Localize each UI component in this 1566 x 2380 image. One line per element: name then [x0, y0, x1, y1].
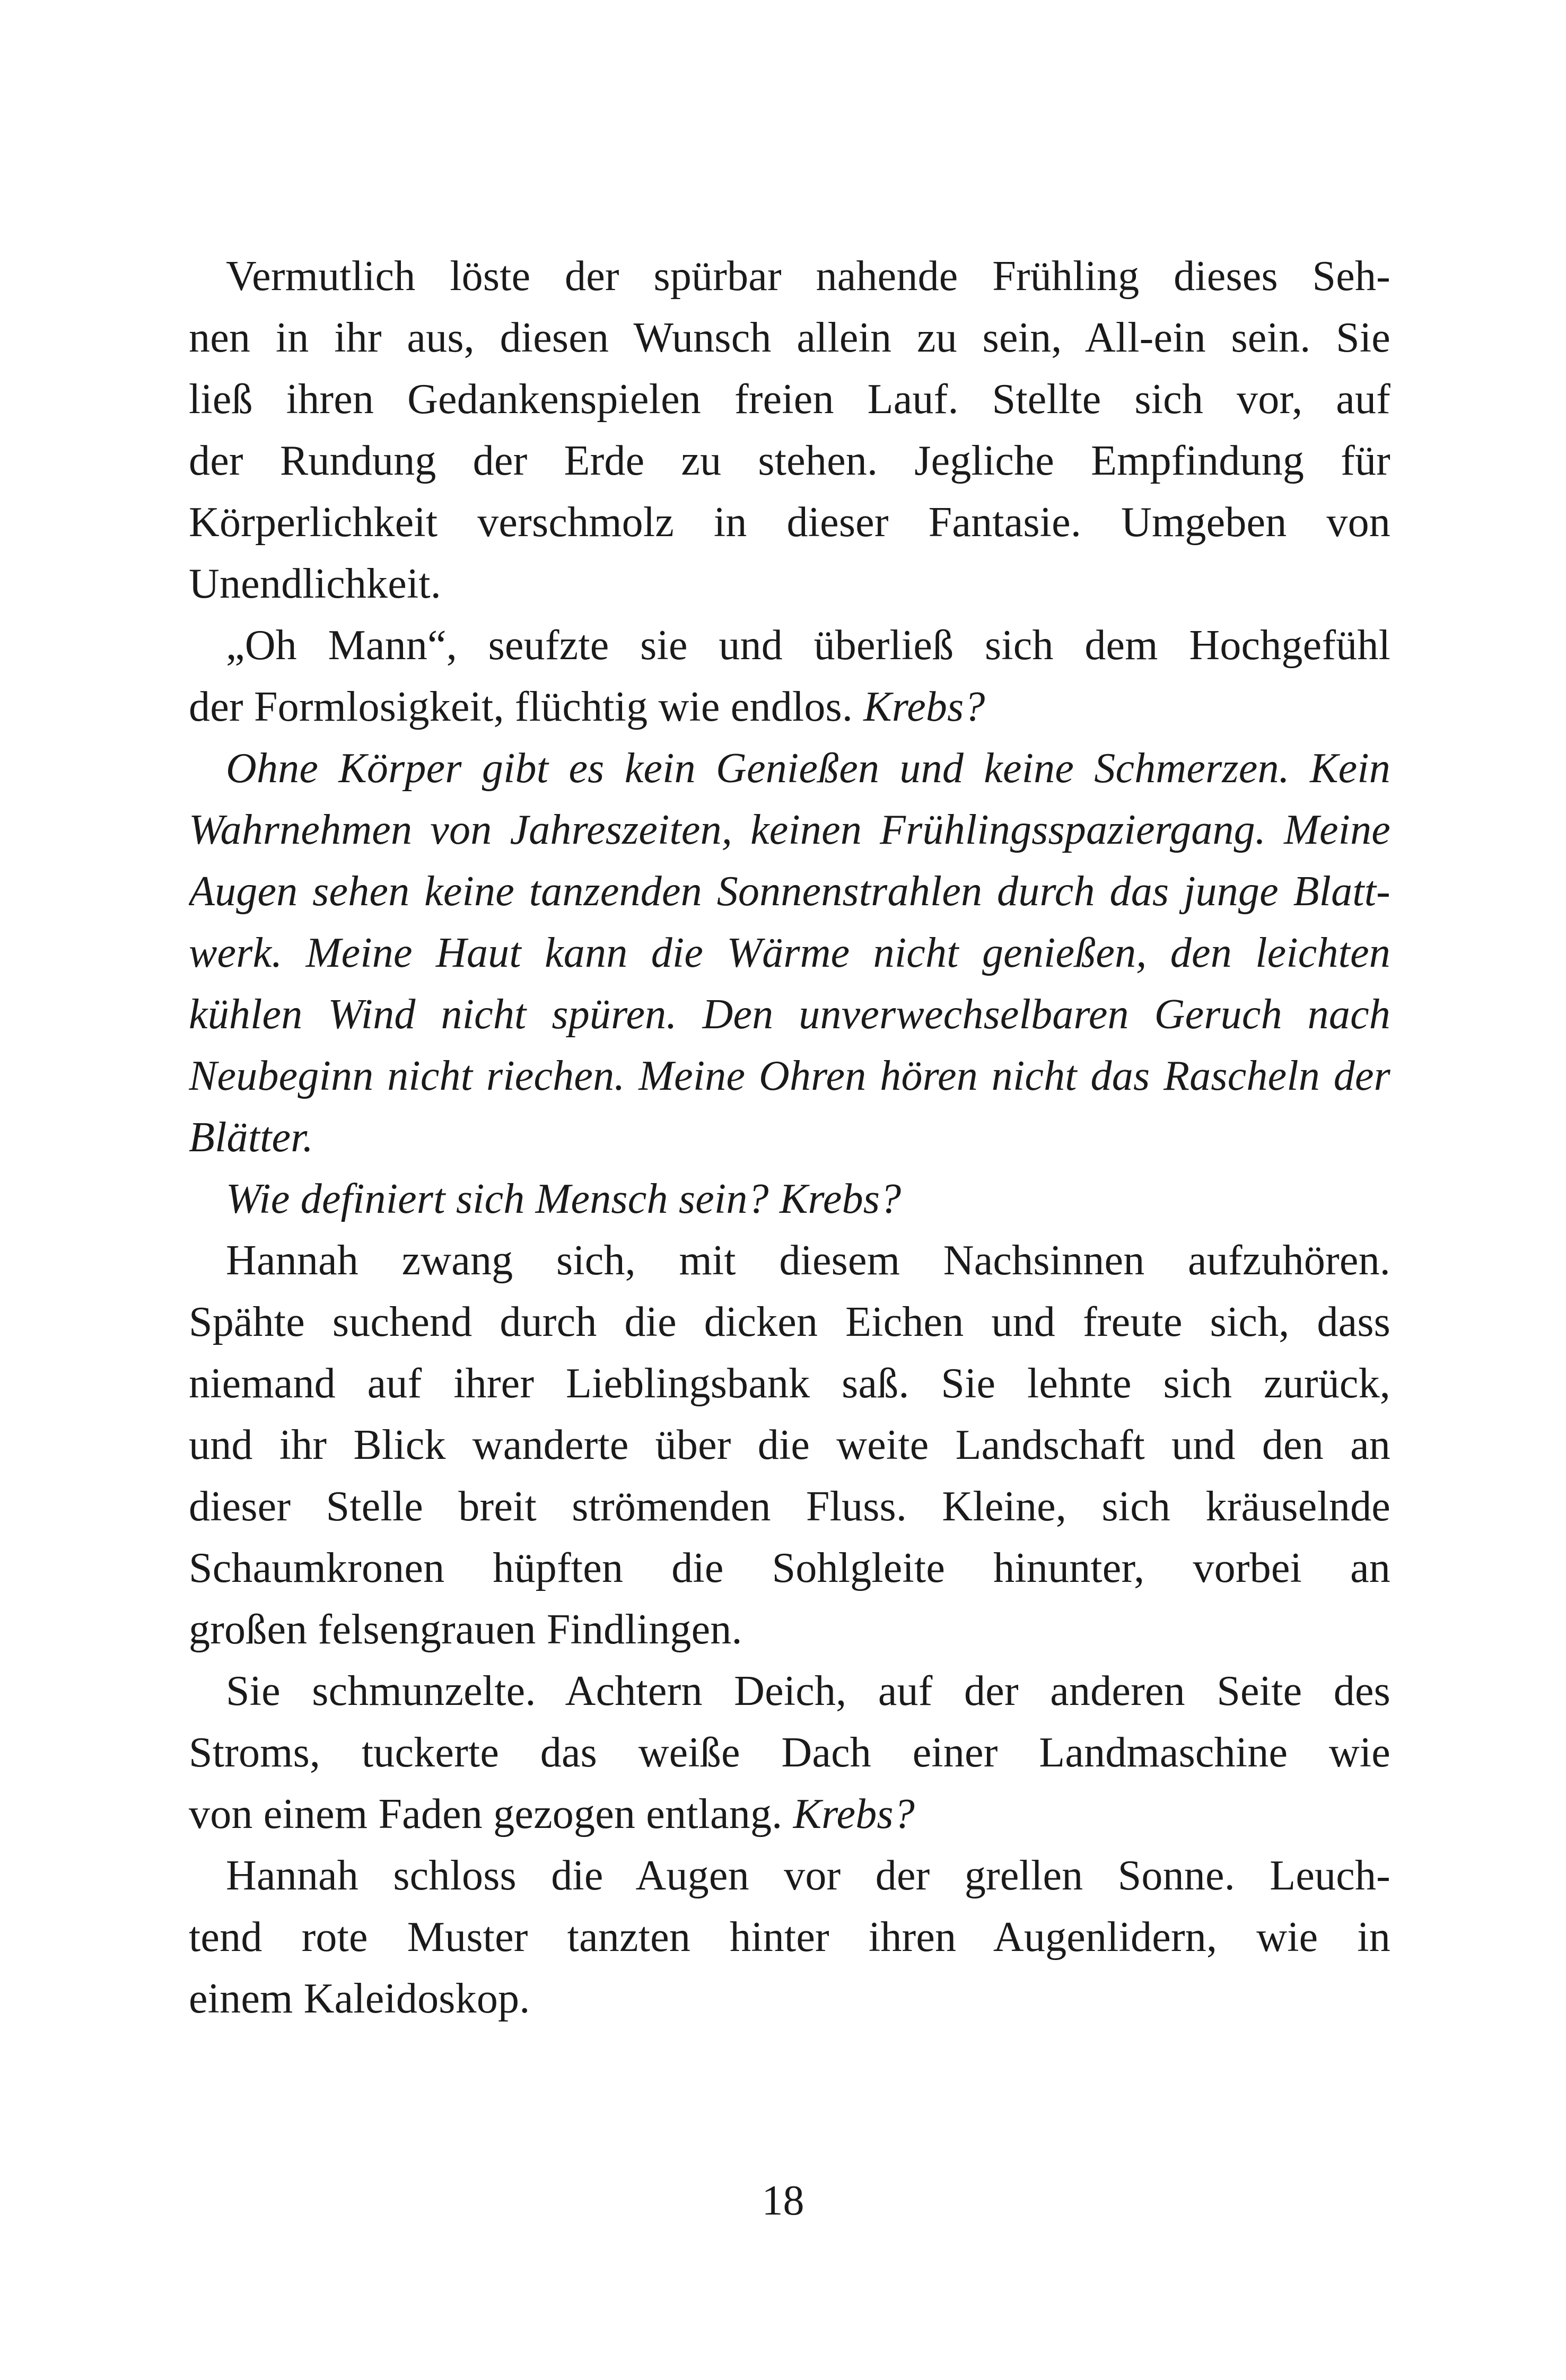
text-line: kühlen Wind nicht spüren. Den unverwechselbaren Geruch nach [189, 991, 1390, 1038]
paragraph [189, 615, 1390, 738]
text-line: der Rundung der Erde zu stehen. Jegliche Empfindung für [189, 438, 1390, 484]
text-line: Vermutlich löste der spürbar nahende Frühling dieses Seh- [226, 253, 1390, 300]
text-line: und ihr Blick wanderte über die weite Landschaft und den an [189, 1422, 1390, 1468]
body-text [189, 246, 1390, 2029]
text-line: Körperlichkeit verschmolz in dieser Fantasie. Umgeben von [189, 499, 1390, 546]
text-line: niemand auf ihrer Lieblingsbank saß. Sie lehnte sich zurück, [189, 1360, 1390, 1407]
text-line: ließ ihren Gedankenspielen freien Lauf. Stellte sich vor, auf [189, 376, 1390, 423]
text-line: Hannah zwang sich, mit diesem Nachsinnen aufzuhören. [226, 1237, 1390, 1284]
paragraph [189, 246, 1390, 615]
text-line: werk. Meine Haut kann die Wärme nicht genießen, den leichten [189, 930, 1390, 976]
text-line: dieser Stelle breit strömenden Fluss. Kleine, sich kräuselnde [189, 1483, 1390, 1530]
text-line: tend rote Muster tanzten hinter ihren Augenlidern, wie in [189, 1914, 1390, 1961]
text-line: Schaumkronen hüpften die Sohlgleite hinunter, vorbei an [189, 1545, 1390, 1591]
text-line: Spähte suchend durch die dicken Eichen und freute sich, dass [189, 1299, 1390, 1345]
text-line: Wie definiert sich Mensch sein? Krebs? [226, 1176, 902, 1222]
text-line: Sie schmunzelte. Achtern Deich, auf der anderen Seite des [226, 1668, 1390, 1714]
text-line: Blätter. [189, 1114, 313, 1161]
paragraph [189, 1845, 1390, 2029]
italic-paragraph [189, 1168, 1390, 1230]
text-run: der Formlosigkeit, flüchtig wie endlos. [189, 684, 853, 730]
paragraph [189, 1230, 1390, 1660]
text-line [189, 1783, 1390, 1845]
text-line: „Oh Mann“, seufzte sie und überließ sich dem Hochgefühl [226, 622, 1390, 669]
italic-question: Krebs? [793, 1791, 915, 1838]
text-line [189, 676, 1390, 738]
text-line: Wahrnehmen von Jahreszeiten, keinen Frühlingsspaziergang. Meine [189, 807, 1390, 853]
italic-question: Krebs? [863, 684, 985, 730]
italic-paragraph [189, 738, 1390, 1168]
text-line: Augen sehen keine tanzenden Sonnenstrahlen durch das junge Blatt- [189, 868, 1390, 915]
text-line: einem Kaleidoskop. [189, 1975, 530, 2022]
text-line: Neubeginn nicht riechen. Meine Ohren hören nicht das Rascheln der [189, 1053, 1390, 1099]
text-run: von einem Faden gezogen entlang. [189, 1791, 783, 1838]
text-line: großen felsengrauen Findlingen. [189, 1606, 742, 1653]
text-line: nen in ihr aus, diesen Wunsch allein zu sein, All-ein sein. Sie [189, 314, 1390, 361]
text-line: Ohne Körper gibt es kein Genießen und keine Schmerzen. Kein [226, 745, 1390, 792]
paragraph [189, 1660, 1390, 1845]
text-line: Unendlichkeit. [189, 561, 442, 607]
page-number: 18 [762, 2177, 804, 2224]
text-line: Hannah schloss die Augen vor der grellen Sonne. Leuch- [226, 1852, 1390, 1899]
text-line: Stroms, tuckerte das weiße Dach einer Landmaschine wie [189, 1729, 1390, 1776]
